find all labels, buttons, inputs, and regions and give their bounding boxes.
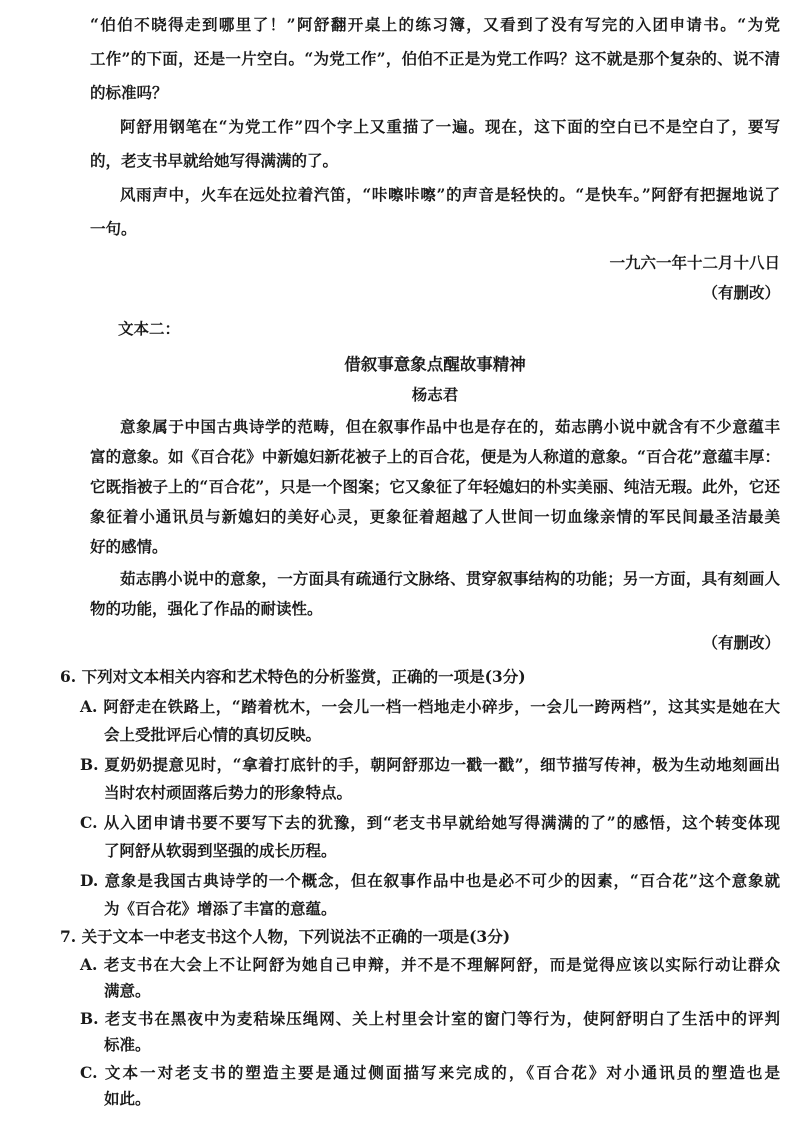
text2-p1-line5: 好的感情。	[90, 537, 168, 556]
q6-option-b-line2: 当时农村顽固落后势力的形象特点。	[104, 783, 353, 802]
text1-p1-line1: “伯伯不晓得走到哪里了！”阿舒翻开桌上的练习簿，又看到了没有写完的入团申请书。“为党	[90, 15, 780, 34]
q6-option-b-line1: B. 夏奶奶提意见时，“拿着打底针的手，朝阿舒那边一戳一戳”，细节描写传神，极为生动地刻画出	[80, 755, 780, 774]
text1-p2-line2: 的，老支书早就给她写得满满的了。	[90, 151, 339, 170]
text1-date: 一九六一年十二月十八日	[609, 253, 780, 272]
q7-option-b-line2: 标准。	[104, 1035, 151, 1054]
q6-option-a-line1: A. 阿舒走在铁路上，“踏着枕木，一会儿一档一档地走小碎步，一会儿一跨两档”，这其实是她在大	[80, 697, 780, 716]
q6-stem: 6. 下列对文本相关内容和艺术特色的分析鉴赏，正确的一项是(3分)	[60, 667, 526, 686]
q7-option-b-line1: B. 老支书在黑夜中为麦秸垛压绳网、关上村里会计室的窗门等行为，使阿舒明白了生活中的评判	[80, 1009, 780, 1028]
q6-option-a-line2: 会上受批评后心情的真切反映。	[104, 725, 322, 744]
text2-p2-line1: 茹志鹃小说中的意象，一方面具有疏通行文脉络、贯穿叙事结构的功能；另一方面，具有刻画人	[120, 569, 780, 588]
text1-p1-line3: 的标准吗？	[90, 83, 168, 102]
q6-option-c-line1: C. 从入团申请书要不要写下去的犹豫，到“老支书早就给她写得满满的了”的感悟，这个转变体现	[80, 813, 780, 832]
text2-p1-line2: 富的意象。如《百合花》中新媳妇新花被子上的百合花，便是为人称道的意象。“百合花”意蕴丰厚：	[90, 447, 780, 466]
text2-p1-line4: 象征着小通讯员与新媳妇的美好心灵，更象征着超越了人世间一切血缘亲情的军民间最圣洁最美	[90, 507, 780, 526]
text2-author: 杨志君	[411, 385, 459, 404]
q6-option-d-line1: D. 意象是我国古典诗学的一个概念，但在叙事作品中也是必不可少的因素，“百合花”这个意象就	[80, 871, 780, 890]
text1-p3-line2: 一句。	[90, 219, 137, 238]
q7-option-c-line2: 如此。	[104, 1089, 151, 1108]
text1-p3-line1: 风雨声中，火车在远处拉着汽笛，“咔嚓咔嚓”的声音是轻快的。“是快车。”阿舒有把握地说了	[120, 185, 780, 204]
q7-option-a-line2: 满意。	[104, 981, 151, 1000]
q6-option-c-line2: 了阿舒从软弱到坚强的成长历程。	[104, 841, 337, 860]
text1-p2-line1: 阿舒用钢笔在“为党工作”四个字上又重描了一遍。现在，这下面的空白已不是空白了，要写	[120, 117, 780, 136]
q6-option-d-line2: 为《百合花》增添了丰富的意蕴。	[104, 899, 337, 918]
text2-note: （有删改）	[702, 633, 780, 652]
q7-stem: 7. 关于文本一中老支书这个人物，下列说法不正确的一项是(3分)	[60, 927, 511, 946]
text2-label: 文本二：	[118, 319, 181, 338]
text2-title: 借叙事意象点醒故事精神	[344, 355, 526, 374]
q7-option-c-line1: C. 文本一对老支书的塑造主要是通过侧面描写来完成的，《百合花》对小通讯员的塑造也是	[80, 1063, 780, 1082]
text2-p1-line3: 它既指被子上的“百合花”，只是一个图案；它又象征了年轻媳妇的朴实美丽、纯洁无瑕。此外，它还	[90, 477, 780, 496]
text1-p1-line2: 工作”的下面，还是一片空白。“为党工作”，伯伯不正是为党工作吗？这不就是那个复杂的、说不清	[90, 49, 780, 68]
text2-p1-line1: 意象属于中国古典诗学的范畴，但在叙事作品中也是存在的，茹志鹃小说中就含有不少意蕴丰	[120, 417, 780, 436]
q7-option-a-line1: A. 老支书在大会上不让阿舒为她自己申辩，并不是不理解阿舒，而是觉得应该以实际行动让群众	[80, 955, 780, 974]
text1-note: （有删改）	[702, 283, 780, 302]
text2-p2-line2: 物的功能，强化了作品的耐读性。	[90, 599, 323, 618]
